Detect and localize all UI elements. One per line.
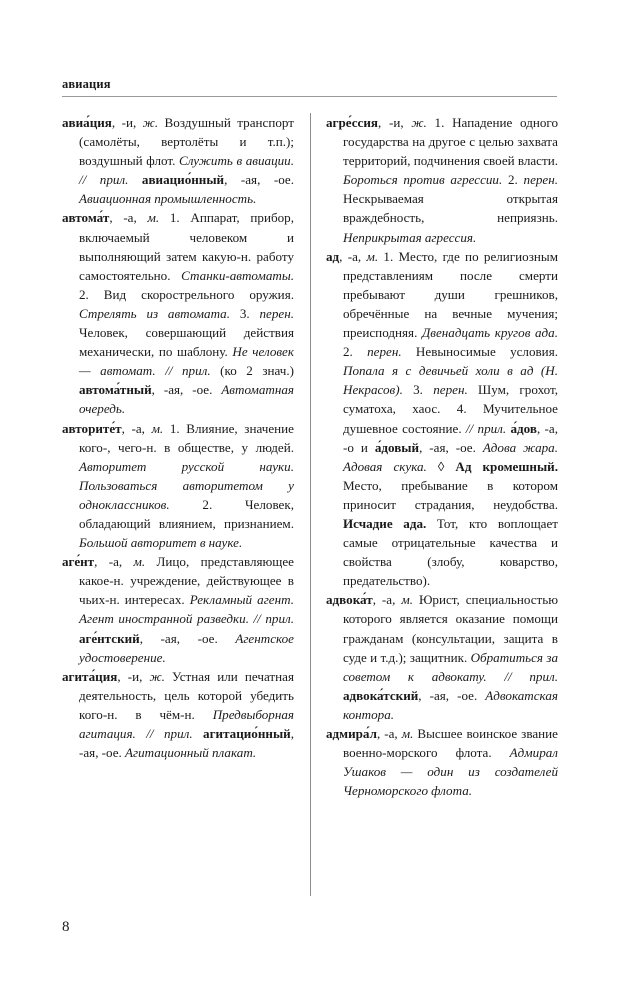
entry-text-run: , -ая, -ое. [418,687,486,703]
dictionary-entry [62,113,294,208]
entry-text-run: ж. [142,115,159,130]
columns-container [62,113,558,903]
entry-text-run: Рекламный агент. Агент иностранной разведки. // прил. [79,592,294,627]
entry-text-run: Автоматная очередь. [79,382,294,417]
entry-headword: авиа́ция [62,115,112,130]
entry-text-run: 3. [230,305,260,321]
entry-text-run: Стрелять из автомата. [79,305,231,321]
entry-text-run: (ко 2 знач.) [210,363,295,379]
entry-text-run: авиацио́нный [141,172,225,188]
entry-text-run: Адова жара. Адовая скука. [343,439,558,474]
dictionary-entry [326,590,558,724]
entry-text-run: м. [151,420,164,436]
entry-headword: адмира́л [326,726,377,741]
entry-text-run: , [111,115,122,130]
entry-text-run: ж. [149,668,165,684]
entry-text-run: Попала я с девичьей холи в ад (Н. Некрасов). [343,363,558,398]
entry-text-run: м. [401,726,414,741]
entry-text-run: Авторитет русской науки. Пользоваться авторитетом у одноклассников. [79,458,294,512]
entry-text-run: 2. Вид скорострельного оружия. [79,286,294,302]
entry-headword: агита́ция [62,668,118,684]
entry-headword: авторите́т [62,420,122,436]
entry-text-run: ◊ [426,458,456,474]
entry-text-run: -и [121,115,133,130]
entry-text-run: 1. Место, где по религиозным представлениям после смерти пребывают души грешников, обречённые на вечные мучения; преисподняя. [343,248,558,341]
entry-text-run: Авиационная промышленность. [79,191,257,207]
entry-headword: ад [326,248,340,264]
entry-headword: автома́т [62,210,110,226]
entry-text-run: Адмирал Ушаков — один из создателей Черноморского флота. [343,745,558,799]
entry-text-run: , -ая, -ое. [79,726,294,761]
entry-headword: агре́ссия [326,115,378,130]
entry-text-run: перен. [523,172,559,188]
entry-text-run: адвока́тский [343,687,419,703]
running-head-text: авиация [62,77,111,91]
column-divider [310,113,311,896]
entry-text-run: Тот, кто воплощает самые отрицательные качества и свойства (злобу, коварство, предательство). [343,515,559,589]
entry-text-run: 1. Нападение одного государства на другое с целью захвата территорий, подчинения своей власти. [343,115,559,169]
dictionary-entry [62,208,294,418]
entry-text-run: Место, пребывание в котором приносит страдания, неудобства. [343,477,558,512]
entry-text-run: , -а, -о и [343,420,558,455]
dictionary-entry [62,419,294,553]
entry-text-run: , -а, [372,592,402,608]
entry-text-run: , [132,115,143,130]
column-right [326,113,558,903]
column-left [62,113,294,903]
entry-text-run: 2. [502,172,524,188]
entry-text-run: автома́тный [79,382,152,398]
entry-text-run: 2. [343,344,368,360]
entry-text-run: Бороться против агрессии. [343,172,503,188]
dictionary-entry [62,552,294,667]
entry-text-run: Двенадцать кругов ада. [421,325,558,341]
entry-text-run: ж. [411,115,427,130]
page-number: 8 [62,919,70,935]
entry-text-run: м. [366,248,379,264]
running-head-rule [62,96,557,97]
entry-text-run: Человек, совершающий действия механически, по шаблону. [79,325,294,360]
entry-text-run: Неприкрытая агрессия. [343,229,477,245]
entry-text-run: Лицо, представляющее какое-н. учреждение, действующее в чьих-н. интересах. [79,554,294,608]
entry-text-run: м. [147,210,160,226]
entry-text-run: перен. [259,305,294,321]
entry-text-run: 1. Влияние, значение кого-, чего-н. в обществе, у людей. [79,420,294,455]
entry-text-run: Ад кромешный. [455,458,558,474]
entry-text-run: агитацио́нный [203,726,291,741]
entry-text-run: а́довый [374,439,420,455]
dictionary-entry [62,667,294,762]
entry-text-run: 2. Человек, обладающий влиянием, признанием. [79,496,294,531]
entry-text-run: перен. [433,382,468,398]
entry-text-run: , -ая, -ое. [139,630,236,646]
entry-text-run: м. [133,554,146,570]
entry-text-run: Служить в авиации. // прил. [79,153,294,188]
entry-text-run: Воздушный транспорт (самолёты, вертолёты и т.п.); воздушный флот. [79,115,294,169]
entry-headword: адвока́т [326,592,373,608]
entry-text-run: // прил. [465,420,507,436]
entry-text-run: Большой авторитет в науке. [79,535,243,551]
entry-text-run: Станки-автоматы. [181,267,294,283]
entry-text-run: , -и, [117,668,150,684]
entry-text-run: а́дов [510,420,537,436]
entry-text-run: 3. [402,382,434,398]
entry-text-run: Устная или печатная деятельность, цель которой убедить кого-н. в чём-н. [79,668,294,722]
entry-text-run: , -ая, -ое. [151,382,222,398]
entry-text-run: , -а, [376,726,402,741]
entry-headword: аге́нт [62,554,95,570]
dictionary-entry [326,247,558,591]
entry-text-run: 1. Аппарат, прибор, включаемый человеком и выполняющий затем какую-н. работу самостоятельно. [79,210,294,283]
entry-text-run: , -а, [339,248,367,264]
entry-text-run: м. [401,592,413,608]
running-head [62,78,557,97]
entry-text-run: Адвокатская контора. [343,687,558,722]
entry-text-run: , -а, [94,554,134,570]
entry-text-run: Высшее воинское звание военно-морского флота. [343,726,558,761]
dictionary-entry [326,113,558,247]
entry-text-run: , -ая, -ое. [224,172,294,188]
entry-text-run: Невыносимые условия. [401,344,558,360]
entry-text-run: перен. [367,344,402,360]
entry-text-run: Юрист, специальностью которого является оказание помощи гражданам (консультации, защита в суде и т.д.); защитник. [343,592,558,665]
entry-text-run: , -и, [378,115,412,130]
entry-text-run: Агитационный плакат. [124,745,257,761]
entry-text-run: , -ая, -ое. [419,439,483,455]
dictionary-entry [326,724,558,800]
entry-text-run: Предвыборная агитация. // прил. [79,706,294,741]
entry-text-run: аге́нтский [79,630,140,646]
entry-text-run: , -а, [109,210,148,226]
entry-text-run: Шум, грохот, суматоха, хаос. 4. Мучительное душевное состояние. [343,382,559,436]
entry-text-run: Нескрываемая открытая враждебность, неприязнь. [343,191,558,226]
entry-text-run: Агентское удостоверение. [79,630,294,665]
entry-text-run: Обратиться за советом к адвокату. // прил. [343,649,558,684]
entry-text-run: , -а, [121,420,152,436]
entry-text-run: Исчадие ада. [343,515,427,531]
entry-text-run: Не человек — автомат. // прил. [79,344,294,379]
